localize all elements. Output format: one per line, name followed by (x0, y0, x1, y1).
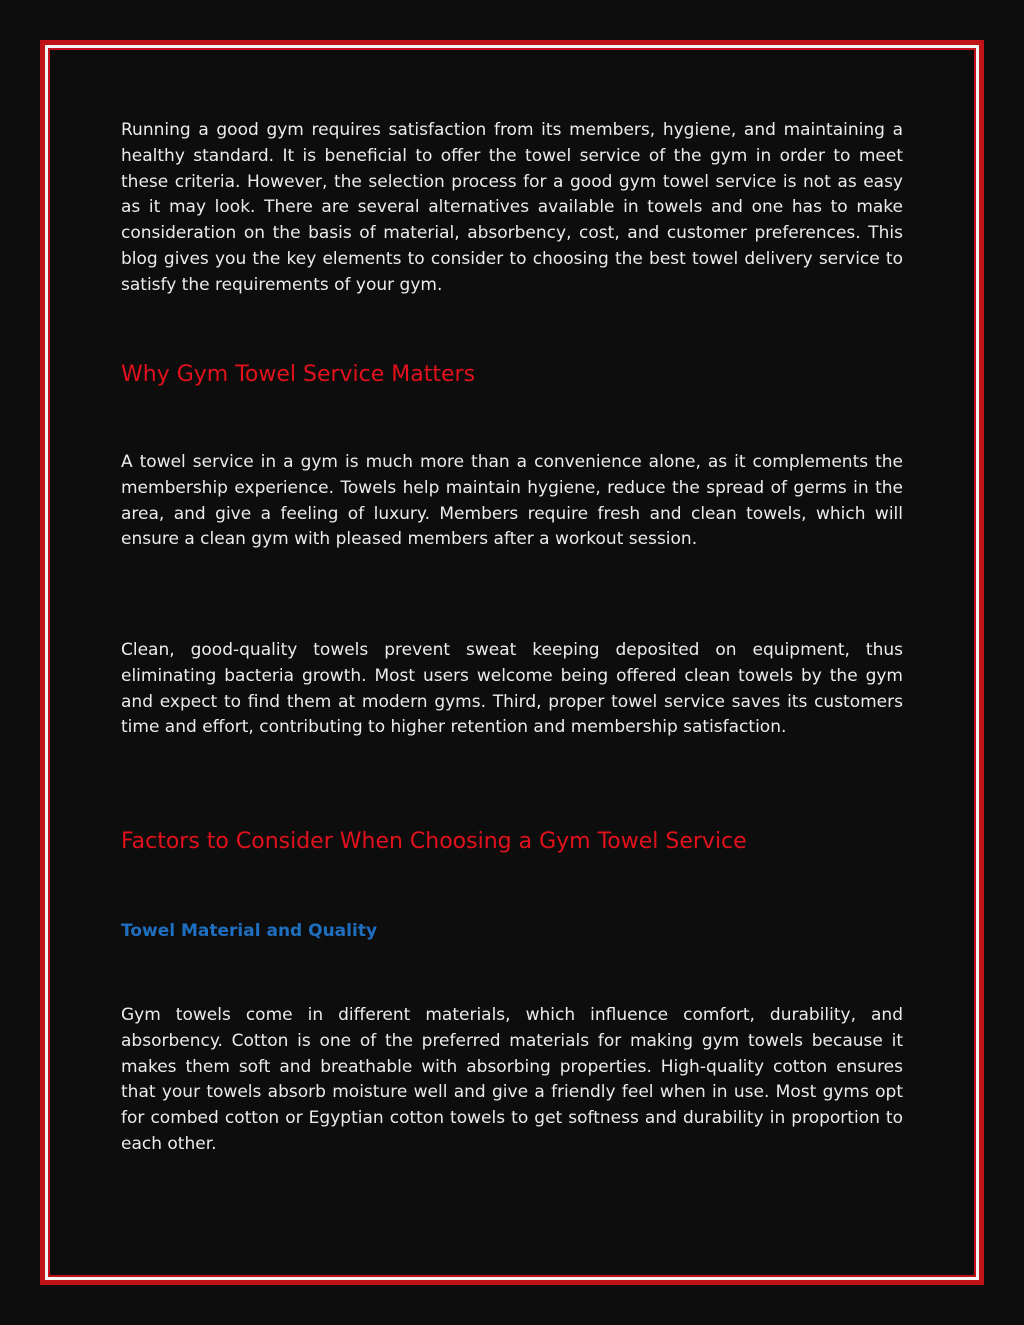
intro-paragraph: Running a good gym requires satisfaction from its members, hygiene, and maintaining a healthy standard. It is beneficial to offer the towel service of the gym in order to meet these criteria. However, the selection process for a good gym towel service is not as easy as it may look. There are several alternatives available in towels and one has to make consideration on the basis of material, absorbency, cost, and customer preferences. This blog gives you the key elements to consider to choosing the best towel delivery service to satisfy the requirements of your gym. (121, 120, 903, 295)
material-paragraph: Gym towels come in different materials, which influence comfort, durability, and absorbency. Cotton is one of the preferred materials for making gym towels because it makes them soft and breathable with absorbing properties. High-quality cotton ensures that your towels absorb moisture well and give a friendly feel when in use. Most gyms opt for combed cotton or Egyptian cotton towels to get softness and durability in proportion to each other. (121, 1005, 903, 1154)
heading-why-towel-service: Why Gym Towel Service Matters (121, 362, 476, 387)
heading-factors: Factors to Consider When Choosing a Gym Towel Service (121, 829, 747, 854)
why-paragraph-2: Clean, good-quality towels prevent sweat keeping deposited on equipment, thus eliminating bacteria growth. Most users welcome being offered clean towels by the gym and expect to find them at modern gyms. Third, proper towel service saves its customers time and effort, contributing to higher retention and membership satisfaction. (121, 640, 903, 738)
subheading-towel-material: Towel Material and Quality (121, 921, 378, 941)
why-paragraph-1: A towel service in a gym is much more than a convenience alone, as it complements the membership experience. Towels help maintain hygiene, reduce the spread of germs in the area, and give a feeling of luxury. Members require fresh and clean towels, which will ensure a clean gym with pleased members after a workout session. (121, 452, 903, 550)
